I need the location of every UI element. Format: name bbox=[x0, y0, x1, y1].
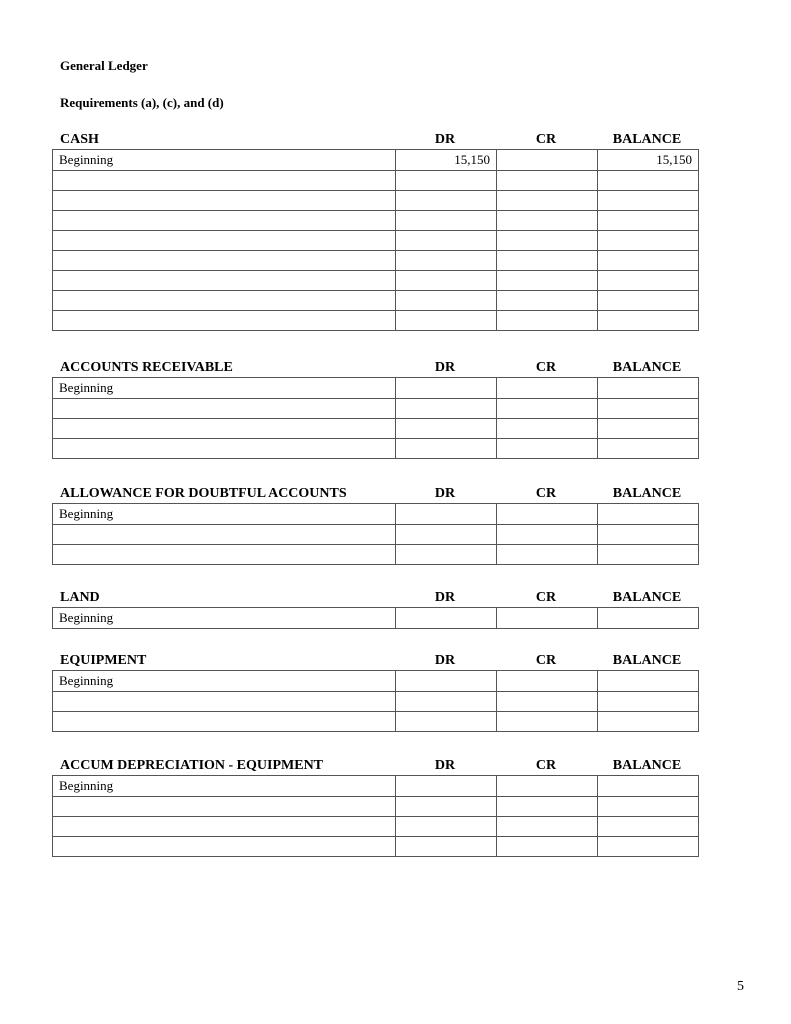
ledger-row bbox=[53, 399, 699, 419]
balance-cell bbox=[598, 525, 699, 545]
cr-header: CR bbox=[535, 758, 557, 773]
page-number: 5 bbox=[737, 979, 744, 994]
cr-cell bbox=[497, 311, 598, 331]
cr-cell bbox=[497, 776, 598, 797]
balance-cell bbox=[598, 171, 699, 191]
cr-header: CR bbox=[535, 486, 557, 501]
dr-cell bbox=[396, 545, 497, 565]
balance-header: BALANCE bbox=[612, 132, 682, 147]
balance-cell bbox=[598, 692, 699, 712]
ledger-header bbox=[52, 486, 698, 503]
ledger-row bbox=[53, 191, 699, 211]
dr-cell bbox=[396, 439, 497, 459]
ledger-row bbox=[53, 545, 699, 565]
description-cell bbox=[53, 439, 396, 459]
description-cell bbox=[53, 171, 396, 191]
ledger-row bbox=[53, 311, 699, 331]
dr-header: DR bbox=[434, 758, 456, 773]
balance-cell bbox=[598, 378, 699, 399]
ledger-table bbox=[52, 503, 699, 565]
cr-header: CR bbox=[535, 132, 557, 147]
cr-cell bbox=[497, 171, 598, 191]
ledger-row bbox=[53, 271, 699, 291]
dr-cell bbox=[396, 419, 497, 439]
ledger-accum-depreciation-equipment bbox=[52, 758, 698, 857]
description-cell bbox=[53, 419, 396, 439]
cr-cell bbox=[497, 150, 598, 171]
ledger-row bbox=[53, 291, 699, 311]
dr-cell bbox=[396, 171, 497, 191]
cr-cell bbox=[497, 797, 598, 817]
cr-cell bbox=[497, 692, 598, 712]
description-cell bbox=[53, 191, 396, 211]
balance-header: BALANCE bbox=[612, 653, 682, 668]
account-name: CASH bbox=[60, 132, 99, 147]
dr-cell bbox=[396, 776, 497, 797]
cr-cell bbox=[497, 837, 598, 857]
ledger-row bbox=[53, 608, 699, 629]
ledger-row bbox=[53, 439, 699, 459]
description-cell bbox=[53, 399, 396, 419]
balance-cell bbox=[598, 211, 699, 231]
account-name: EQUIPMENT bbox=[60, 653, 147, 668]
balance-cell bbox=[598, 251, 699, 271]
dr-header: DR bbox=[434, 590, 456, 605]
balance-cell bbox=[598, 504, 699, 525]
cr-cell bbox=[497, 419, 598, 439]
balance-cell bbox=[598, 231, 699, 251]
ledger-table bbox=[52, 670, 699, 732]
description-cell bbox=[53, 817, 396, 837]
dr-cell bbox=[396, 525, 497, 545]
ledger-header bbox=[52, 132, 698, 149]
balance-cell bbox=[598, 399, 699, 419]
cr-cell bbox=[497, 671, 598, 692]
dr-cell bbox=[396, 271, 497, 291]
description-cell bbox=[53, 837, 396, 857]
dr-cell bbox=[396, 211, 497, 231]
balance-cell bbox=[598, 837, 699, 857]
description-cell bbox=[53, 525, 396, 545]
dr-header: DR bbox=[434, 132, 456, 147]
ledger-header bbox=[52, 758, 698, 775]
description-cell bbox=[53, 311, 396, 331]
ledger-row bbox=[53, 712, 699, 732]
cr-cell bbox=[497, 712, 598, 732]
dr-cell bbox=[396, 797, 497, 817]
balance-cell bbox=[598, 191, 699, 211]
description-cell bbox=[53, 231, 396, 251]
description-cell: Beginning bbox=[53, 776, 396, 797]
balance-header: BALANCE bbox=[612, 486, 682, 501]
cr-cell bbox=[497, 291, 598, 311]
description-cell bbox=[53, 291, 396, 311]
balance-cell bbox=[598, 797, 699, 817]
cr-cell bbox=[497, 399, 598, 419]
ledger-header bbox=[52, 653, 698, 670]
dr-header: DR bbox=[434, 653, 456, 668]
cr-cell bbox=[497, 378, 598, 399]
ledger-row bbox=[53, 231, 699, 251]
cr-cell bbox=[497, 608, 598, 629]
dr-cell bbox=[396, 817, 497, 837]
account-name: ACCUM DEPRECIATION - EQUIPMENT bbox=[60, 758, 324, 773]
dr-cell bbox=[396, 231, 497, 251]
balance-cell bbox=[598, 712, 699, 732]
cr-cell bbox=[497, 251, 598, 271]
description-cell: Beginning bbox=[53, 608, 396, 629]
cr-cell bbox=[497, 504, 598, 525]
cr-header: CR bbox=[535, 360, 557, 375]
description-cell: Beginning bbox=[53, 378, 396, 399]
ledger-row bbox=[53, 211, 699, 231]
dr-cell bbox=[396, 378, 497, 399]
dr-cell bbox=[396, 291, 497, 311]
balance-cell bbox=[598, 545, 699, 565]
balance-cell bbox=[598, 271, 699, 291]
page-title: General Ledger bbox=[60, 58, 148, 73]
balance-header: BALANCE bbox=[612, 758, 682, 773]
balance-cell bbox=[598, 608, 699, 629]
description-cell bbox=[53, 211, 396, 231]
balance-cell bbox=[598, 419, 699, 439]
ledger-table bbox=[52, 775, 699, 857]
cr-cell bbox=[497, 211, 598, 231]
balance-cell bbox=[598, 291, 699, 311]
balance-header: BALANCE bbox=[612, 590, 682, 605]
ledger-allowance-doubtful-accounts bbox=[52, 486, 698, 565]
description-cell: Beginning bbox=[53, 504, 396, 525]
requirements-heading: Requirements (a), (c), and (d) bbox=[60, 95, 224, 110]
dr-cell bbox=[396, 671, 497, 692]
balance-cell bbox=[598, 776, 699, 797]
ledger-table bbox=[52, 377, 699, 459]
dr-cell bbox=[396, 251, 497, 271]
ledger-row bbox=[53, 171, 699, 191]
ledger-accounts-receivable bbox=[52, 360, 698, 459]
ledger-row bbox=[53, 837, 699, 857]
ledger-row bbox=[53, 671, 699, 692]
ledger-row bbox=[53, 776, 699, 797]
ledger-row bbox=[53, 797, 699, 817]
ledger-header bbox=[52, 360, 698, 377]
cr-header: CR bbox=[535, 653, 557, 668]
cr-header: CR bbox=[535, 590, 557, 605]
description-cell bbox=[53, 712, 396, 732]
ledger-row bbox=[53, 525, 699, 545]
account-name: LAND bbox=[60, 590, 100, 605]
balance-cell bbox=[598, 439, 699, 459]
description-cell: Beginning bbox=[53, 150, 396, 171]
ledger-row bbox=[53, 817, 699, 837]
dr-header: DR bbox=[434, 360, 456, 375]
cr-cell bbox=[497, 191, 598, 211]
dr-cell bbox=[396, 692, 497, 712]
cr-cell bbox=[497, 817, 598, 837]
ledger-row bbox=[53, 692, 699, 712]
ledger-row bbox=[53, 504, 699, 525]
account-name: ALLOWANCE FOR DOUBTFUL ACCOUNTS bbox=[60, 486, 347, 501]
description-cell: Beginning bbox=[53, 671, 396, 692]
cr-cell bbox=[497, 545, 598, 565]
dr-cell bbox=[396, 837, 497, 857]
ledger-table bbox=[52, 607, 699, 629]
dr-cell bbox=[396, 311, 497, 331]
balance-header: BALANCE bbox=[612, 360, 682, 375]
ledger-row bbox=[53, 378, 699, 399]
description-cell bbox=[53, 545, 396, 565]
dr-cell bbox=[396, 712, 497, 732]
dr-cell bbox=[396, 608, 497, 629]
dr-cell: 15,150 bbox=[396, 150, 497, 171]
description-cell bbox=[53, 271, 396, 291]
balance-cell bbox=[598, 311, 699, 331]
dr-header: DR bbox=[434, 486, 456, 501]
ledger-row bbox=[53, 419, 699, 439]
ledger-row bbox=[53, 251, 699, 271]
balance-cell: 15,150 bbox=[598, 150, 699, 171]
balance-cell bbox=[598, 817, 699, 837]
dr-cell bbox=[396, 191, 497, 211]
cr-cell bbox=[497, 271, 598, 291]
balance-cell bbox=[598, 671, 699, 692]
ledger-cash bbox=[52, 132, 698, 331]
account-name: ACCOUNTS RECEIVABLE bbox=[60, 360, 233, 375]
cr-cell bbox=[497, 525, 598, 545]
ledger-land bbox=[52, 590, 698, 629]
description-cell bbox=[53, 692, 396, 712]
ledger-header bbox=[52, 590, 698, 607]
ledger-row bbox=[53, 150, 699, 171]
ledger-table bbox=[52, 149, 699, 331]
description-cell bbox=[53, 251, 396, 271]
ledger-equipment bbox=[52, 653, 698, 732]
dr-cell bbox=[396, 399, 497, 419]
cr-cell bbox=[497, 439, 598, 459]
description-cell bbox=[53, 797, 396, 817]
dr-cell bbox=[396, 504, 497, 525]
cr-cell bbox=[497, 231, 598, 251]
